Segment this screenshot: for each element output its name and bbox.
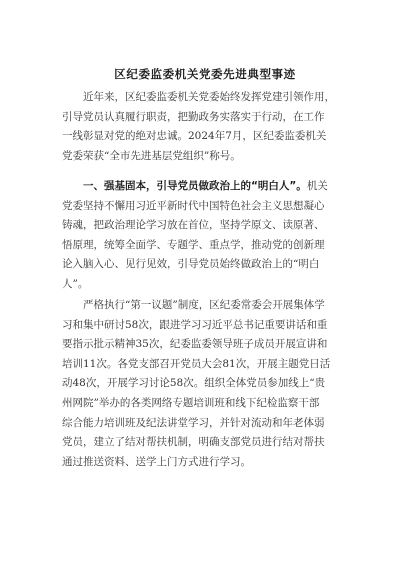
section-1-heading: 一、强基固本，引导党员做政治上的“明白人”。 — [83, 180, 307, 192]
section-1-line: 论入脑入心、见行见效，引导党员始终做政治上的“明白 — [62, 258, 320, 271]
section-1-line: 悟原理，统筹全面学、专题学、重点学，推动党的创新理 — [62, 238, 325, 251]
section-1-line: 人”。 — [62, 277, 89, 290]
section-1-line: 铸魂，把政治理论学习放在首位，坚持学原文、读原著、 — [62, 219, 325, 232]
paragraph-2-line: 动48次，开展学习讨论58次。组织全体党员参加线上“贵 — [62, 377, 326, 390]
intro-paragraph — [62, 88, 352, 166]
intro-line: 党委荣获“全市先进基层党组织”称号。 — [62, 149, 241, 162]
paragraph-2-line: 州网院”举办的各类网络专题培训班和线下纪检监察干部 — [62, 396, 320, 409]
paragraph-2-line: 严格执行“第一议题”制度，区纪委常委会开展集体学 — [83, 299, 325, 311]
section-1-paragraph — [62, 177, 352, 295]
paragraph-2-line: 习和集中研讨58次，跟进学习习近平总书记重要讲话和重 — [62, 318, 328, 331]
section-1-line: 党委坚持不懈用习近平新时代中国特色社会主义思想凝心 — [62, 199, 325, 212]
document-title: 区纪委监委机关党委先进典型事迹 — [114, 67, 296, 81]
section-1-heading-line — [62, 177, 352, 197]
paragraph-2-line: 培训11次。各党支部召开党员大会81次，开展主题党日活 — [62, 357, 331, 370]
paragraph-2-line: 要指示批示精神35次，纪委监委领导班子成员开展宣讲和 — [62, 338, 328, 351]
intro-line: 近年来，区纪委监委机关党委始终发挥党建引领作用， — [83, 91, 335, 103]
paragraph-2 — [62, 296, 352, 472]
paragraph-2-line: 通过推送资料、送学上门方式进行学习。 — [62, 455, 251, 468]
intro-line: 一线彰显对党的绝对忠诚。2024年7月，区纪委监委机关 — [62, 130, 327, 143]
section-1-heading-tail: 机关 — [306, 180, 328, 192]
intro-line: 引导党员认真履行职责，把勤政务实落实于行动，在工作 — [62, 110, 325, 123]
paragraph-2-line: 综合能力培训班及纪法讲堂学习，并针对流动和年老体弱 — [62, 416, 325, 429]
paragraph-2-line: 党员，建立了结对帮扶机制，明确支部党员进行结对帮扶 — [62, 436, 325, 449]
